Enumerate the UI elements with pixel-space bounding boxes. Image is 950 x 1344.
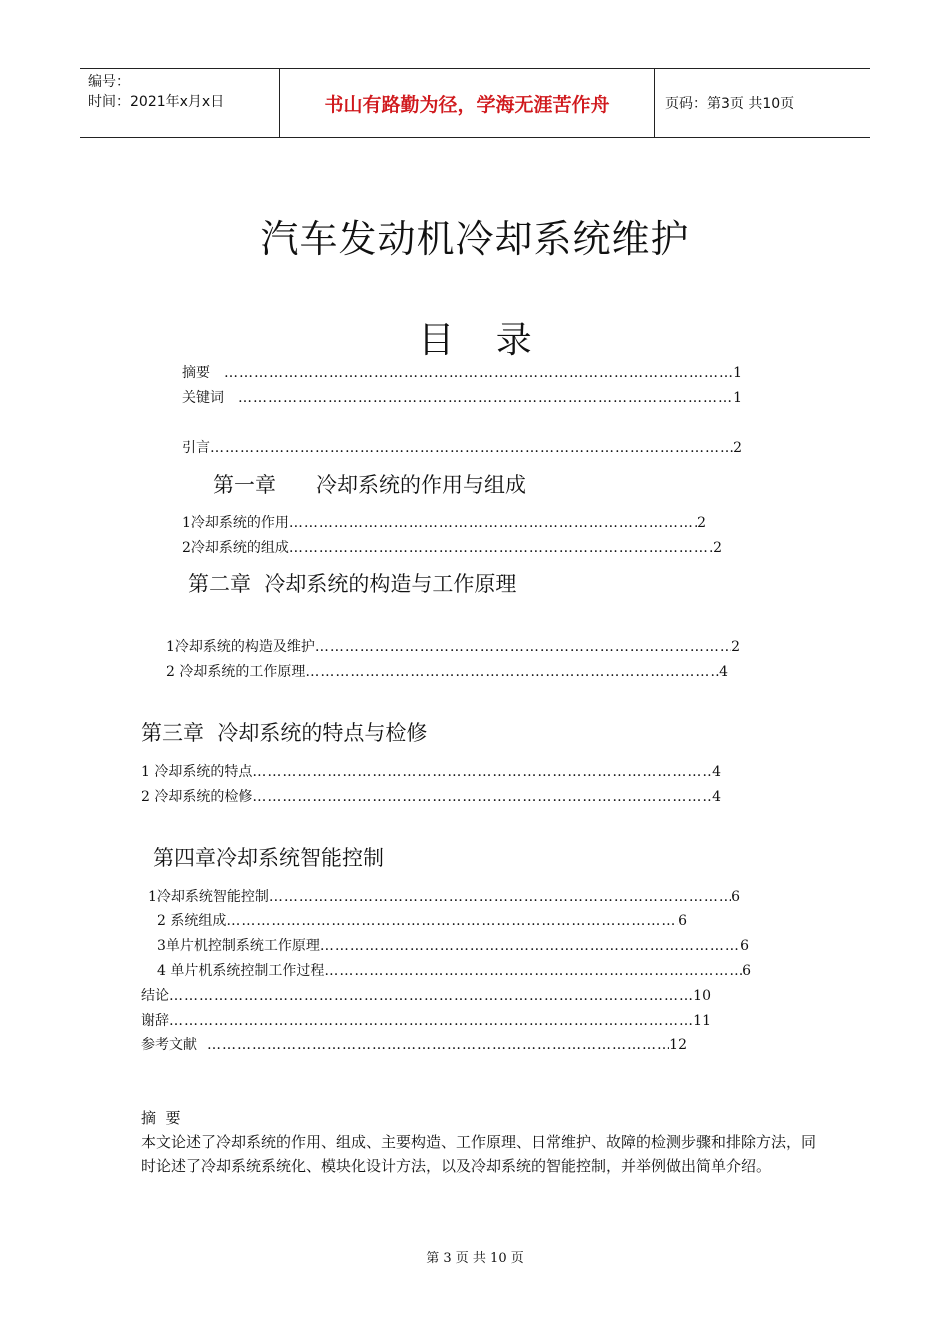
toc-entry[interactable] (166, 636, 740, 656)
toc-label: 1冷却系统的作用 (182, 515, 289, 531)
header-date: 时间：2021年x月x日 (88, 94, 225, 110)
toc-page: 1 (733, 365, 742, 381)
header-meta (80, 69, 280, 137)
toc-page: 6 (742, 963, 751, 979)
toc-leader (269, 889, 731, 905)
toc-label: 2 系统组成 (157, 913, 227, 929)
toc-label: 谢辞 (141, 1013, 169, 1029)
toc-leader (289, 540, 713, 556)
toc-label: 摘要 (182, 365, 210, 381)
toc-page: 12 (669, 1037, 687, 1053)
toc-label: 3单片机控制系统工作原理 (157, 938, 320, 954)
toc-leader (320, 938, 740, 954)
toc-label: 2冷却系统的组成 (182, 540, 289, 556)
toc-entry-references[interactable] (141, 1034, 687, 1054)
toc-chapter-3[interactable]: 第三章 冷却系统的特点与检修 (141, 721, 428, 745)
toc-page: 4 (712, 789, 721, 805)
toc-leader (324, 963, 742, 979)
toc-leader (289, 515, 697, 531)
toc-label: 2 冷却系统的检修 (141, 789, 253, 805)
toc-page: 2 (697, 515, 706, 531)
toc-leader (207, 1037, 669, 1053)
toc-entry[interactable] (141, 786, 721, 806)
toc-label: 4 单片机系统控制工作过程 (157, 963, 325, 979)
header-motto: 书山有路勤为径，学海无涯苦作舟 (280, 69, 655, 137)
toc-chapter-1[interactable]: 第一章 冷却系统的作用与组成 (213, 473, 527, 497)
toc-entry-conclusion[interactable] (141, 985, 711, 1005)
toc-page: 11 (693, 1013, 711, 1029)
toc-chapter-2[interactable]: 第二章 冷却系统的构造与工作原理 (188, 572, 517, 596)
toc-entry[interactable] (148, 886, 740, 906)
toc-page: 4 (712, 764, 721, 780)
header-number: 编号： (88, 74, 130, 90)
toc-leader (169, 988, 693, 1004)
toc-entry[interactable] (182, 512, 706, 532)
header-page-info: 页码：第3页 共10页 (665, 96, 795, 112)
toc-heading: 目 录 (418, 320, 532, 361)
toc-entry[interactable] (157, 910, 687, 930)
toc-chapter-4[interactable]: 第四章冷却系统智能控制 (153, 846, 384, 870)
page-header (80, 68, 870, 138)
toc-label: 1冷却系统智能控制 (148, 889, 269, 905)
toc-leader (238, 390, 733, 406)
toc-label: 2 冷却系统的工作原理 (166, 664, 306, 680)
toc-label: 关键词 (182, 390, 224, 406)
toc-page: 6 (740, 938, 749, 954)
toc-leader (315, 639, 731, 655)
toc-page: 4 (719, 664, 728, 680)
toc-entry-keywords[interactable] (182, 387, 742, 407)
toc-entry[interactable] (157, 960, 751, 980)
toc-page: 10 (693, 988, 711, 1004)
toc-label: 1 冷却系统的特点 (141, 764, 253, 780)
toc-entry-abstract[interactable] (182, 362, 742, 382)
toc-leader (252, 789, 712, 805)
page-footer: 第 3 页 共 10 页 (426, 1251, 524, 1266)
toc-page: 2 (731, 639, 740, 655)
toc-page: 2 (713, 540, 722, 556)
toc-label: 参考文献 (141, 1037, 197, 1053)
toc-leader (210, 440, 733, 456)
toc-page: 6 (731, 889, 740, 905)
toc-entry[interactable] (157, 935, 749, 955)
toc-page: 2 (733, 440, 742, 456)
toc-entry-thanks[interactable] (141, 1010, 711, 1030)
toc-label: 结论 (141, 988, 169, 1004)
toc-entry-intro[interactable] (182, 437, 742, 457)
document-title: 汽车发动机冷却系统维护 (260, 217, 690, 261)
toc-leader (226, 913, 678, 929)
toc-label: 1冷却系统的构造及维护 (166, 639, 315, 655)
toc-page: 6 (678, 913, 687, 929)
toc-entry[interactable] (141, 761, 721, 781)
toc-leader (252, 764, 712, 780)
abstract-body: 本文论述了冷却系统的作用、组成、主要构造、工作原理、日常维护、故障的检测步骤和排除方法，同时论述了冷却系统系统化、模块化设计方法，以及冷却系统的智能控制，并举例做出简单介绍。 (141, 1133, 817, 1175)
abstract-heading: 摘 要 (141, 1109, 181, 1127)
toc-label: 引言 (182, 440, 210, 456)
toc-leader (169, 1013, 693, 1029)
toc-entry[interactable] (182, 537, 722, 557)
toc-entry[interactable] (166, 661, 728, 681)
toc-leader (305, 664, 719, 680)
toc-leader (224, 365, 733, 381)
toc-page: 1 (733, 390, 742, 406)
